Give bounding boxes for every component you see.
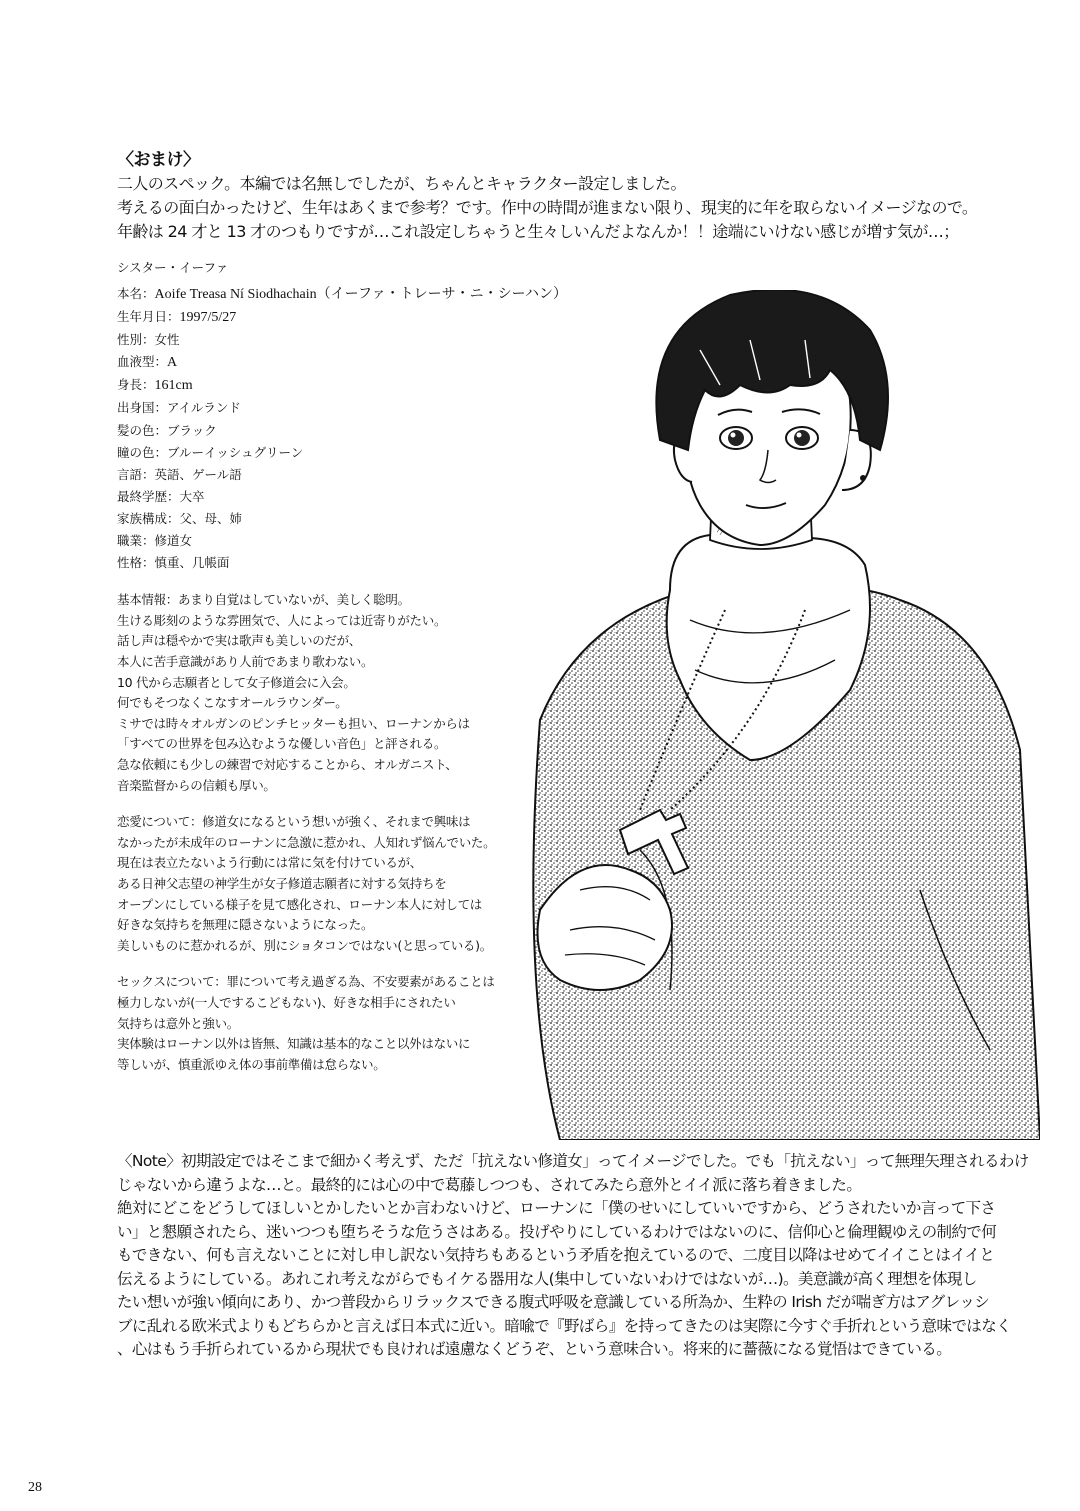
character-name: シスター・イーファ xyxy=(117,260,229,275)
spec-label: 性格： xyxy=(117,555,155,571)
basic-info-line: 基本情報：あまり自覚はしていないが、美しく聡明。 xyxy=(117,592,410,608)
note-line: たい想いが強い傾向にあり、かつ普段からリラックスできる腹式呼吸を意識している所為か、生粋の Irish だが喘ぎ方はアグレッシ xyxy=(117,1293,990,1311)
intro-line: 年齢は 24 才と 13 才のつもりですが…これ設定しちゃうと生々しいんだよなんか！！途端にいけない感じが増す気が…； xyxy=(117,222,959,241)
spec-row xyxy=(117,351,567,374)
intro-line: 考えるの面白かったけど、生年はあくまで参考？です。作中の時間が進まない限り、現実的に年を取らないイメージなので。 xyxy=(117,198,978,217)
love-line: 恋愛について：修道女になるという想いが強く、それまで興味は xyxy=(117,814,471,830)
character-profile xyxy=(117,258,567,1075)
spec-value: アイルランド xyxy=(167,400,241,416)
basic-info-line: 「すべての世界を包み込むような優しい音色」と評される。 xyxy=(117,736,447,752)
character-illustration xyxy=(520,290,1040,1140)
basic-info-line: 何でもそつなくこなすオールラウンダー。 xyxy=(117,695,348,711)
spec-value: ブラック xyxy=(167,422,217,438)
spec-row xyxy=(117,464,567,486)
note-line: 絶対にどこをどうしてほしいとかしたいとか言わないけど、ローナンに「僕のせいにしていいですから、どうされたいか言って下さ xyxy=(117,1199,996,1217)
love-line: オープンにしている様子を見て感化され、ローナン本人に対しては xyxy=(117,896,483,912)
spec-row xyxy=(117,530,567,552)
note-line: 、心はもう手折られているから現状でも良ければ遠慮なくどうぞ、という意味合い。将来的に薔薇になる覚悟はできている。 xyxy=(117,1340,952,1358)
author-note xyxy=(117,1150,1029,1362)
spec-row xyxy=(117,283,567,306)
spec-row xyxy=(117,552,567,574)
note-line: い」と懇願されたら、迷いつつも堕ちそうな危うさはある。投げやりにしているわけではないのに、信仰心と倫理観ゆえの制約で何 xyxy=(117,1222,997,1241)
spec-label: 職業： xyxy=(117,533,155,549)
spec-label: 瞳の色： xyxy=(117,444,168,460)
note-line: ブに乱れる欧米式よりもどちらかと言えば日本式に近い。暗喩で『野ばら』を持ってきたのは実際に今すぐ手折れという意味ではなく xyxy=(117,1316,1012,1335)
spec-label: 出身国： xyxy=(117,400,168,416)
love-line: 好きな気持ちを無理に隠さないようになった。 xyxy=(117,917,374,933)
love-line: 現在は表立たないよう行動には常に気を付けているが、 xyxy=(117,855,423,871)
page-number: 28 xyxy=(28,1480,42,1495)
spec-label: 身長： xyxy=(117,377,155,393)
spec-value: A xyxy=(167,355,178,371)
note-line: 伝えるようにしている。あれこれ考えながらでもイケる器用な人(集中していないわけではないが…)。美意識が高く理想を体現し xyxy=(117,1269,977,1288)
spec-row xyxy=(117,329,567,351)
sex-line: 気持ちは意外と強い。 xyxy=(117,1015,240,1031)
spec-row xyxy=(117,397,567,419)
sex-line: セックスについて：罪について考え過ぎる為、不安要素があることは xyxy=(117,974,495,990)
sex-line: 等しいが、慎重派ゆえ体の事前準備は怠らない。 xyxy=(117,1056,386,1072)
spec-label: 家族構成： xyxy=(117,510,180,526)
basic-info-line: 本人に苦手意識があり人前であまり歌わない。 xyxy=(117,654,374,669)
note-line: じゃないから違うよな…と。最終的には心の中で葛藤しつつも、されてみたら意外とイイ派に落ち着きました。 xyxy=(117,1175,862,1194)
sex-line: 極力しないが(一人でするこどもない)、好きな相手にされたい xyxy=(117,994,456,1010)
basic-info-line: 急な依頼にも少しの練習で対応することから、オルガニスト、 xyxy=(117,756,458,772)
spec-row xyxy=(117,442,567,464)
basic-info-line: ミサでは時々オルガンのピンチヒッターも担い、ローナンからは xyxy=(117,715,470,731)
basic-info-line: 音楽監督からの信頼も厚い。 xyxy=(117,777,276,793)
spec-value: 1997/5/27 xyxy=(179,310,237,326)
love-block xyxy=(117,812,567,956)
spec-value: 修道女 xyxy=(154,533,193,549)
basic-info-block xyxy=(117,590,567,796)
spec-value: 161cm xyxy=(154,378,193,394)
intro-heading: 〈おまけ〉 xyxy=(117,150,200,170)
spec-value: ブルーイッシュグリーン xyxy=(167,444,304,460)
spec-label: 本名： xyxy=(117,286,155,301)
sex-block xyxy=(117,972,567,1075)
spec-row xyxy=(117,420,567,442)
spec-label: 髪の色： xyxy=(117,422,168,438)
love-line: 美しいものに惹かれるが、別にショタコンではない(と思っている)。 xyxy=(117,937,492,953)
spec-value: 父、母、姉 xyxy=(179,510,243,526)
spec-value: 女性 xyxy=(154,332,180,348)
sex-line: 実体験はローナン以外は皆無、知識は基本的なこと以外はないに xyxy=(117,1036,471,1052)
spec-row xyxy=(117,306,567,329)
love-line: なかったが未成年のローナンに急激に惹かれ、人知れず悩んでいた。 xyxy=(117,834,496,850)
spec-label: 最終学歴： xyxy=(117,488,180,504)
spec-row xyxy=(117,508,567,530)
basic-info-line: 話し声は穏やかで実は歌声も美しいのだが、 xyxy=(117,633,362,649)
spec-value: Aoife Treasa Ní Siodhachain（イーファ・トレーサ・ニ・シーハン） xyxy=(154,287,567,302)
spec-label: 血液型： xyxy=(117,354,168,370)
note-line: もできない、何も言えないことに対し申し訳ない気持ちもあるという矛盾を抱えているので、二度目以降はせめてイイことはイイと xyxy=(117,1246,995,1264)
spec-value: 慎重、几帳面 xyxy=(154,555,230,571)
spec-value: 英語、ゲール語 xyxy=(154,466,242,482)
spec-row xyxy=(117,486,567,508)
spec-value: 大卒 xyxy=(179,488,205,504)
intro-section xyxy=(117,148,997,244)
love-line: ある日神父志望の神学生が女子修道志願者に対する気持ちを xyxy=(117,875,447,891)
spec-label: 性別： xyxy=(117,332,155,348)
basic-info-line: 10 代から志願者として女子修道会に入会。 xyxy=(117,674,356,690)
spec-label: 生年月日： xyxy=(117,309,180,325)
spec-label: 言語： xyxy=(117,466,155,482)
intro-line: 二人のスペック。本編では名無しでしたが、ちゃんとキャラクター設定しました。 xyxy=(117,174,686,193)
basic-info-line: 生ける彫刻のような雰囲気で、人によっては近寄りがたい。 xyxy=(117,612,447,628)
note-line: 〈Note〉初期設定ではそこまで細かく考えず、ただ「抗えない修道女」ってイメージでした。でも「抗えない」って無理矢理されるわけ xyxy=(117,1152,1029,1170)
spec-row xyxy=(117,374,567,397)
